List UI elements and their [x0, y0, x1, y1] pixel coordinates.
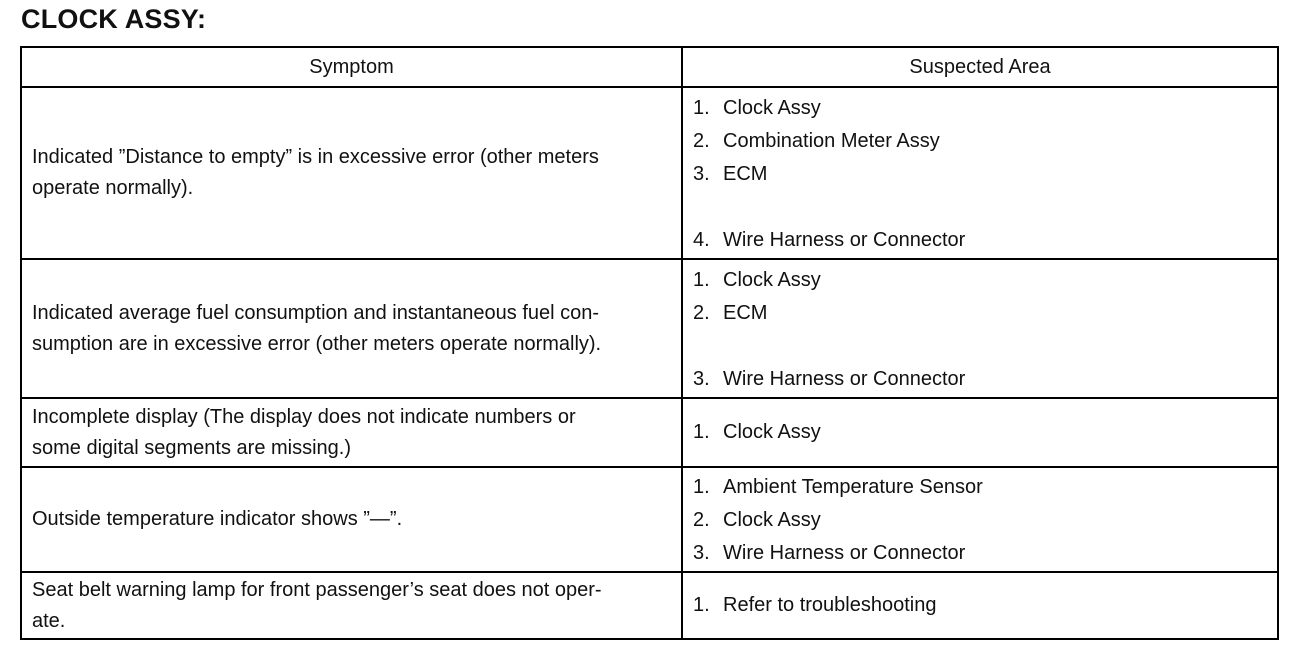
area-item: 1. Clock Assy [693, 421, 821, 443]
suspected-area-header: Suspected Area [682, 47, 1278, 87]
area-item: 3. Wire Harness or Connector [693, 367, 966, 390]
area-item: 1. Clock Assy [693, 268, 821, 291]
area-item: 2. Clock Assy [693, 509, 821, 531]
area-item: 1. Refer to troubleshooting [693, 594, 937, 616]
area-item: 3. ECM [693, 162, 768, 185]
table-row [21, 467, 1278, 572]
symptom-line: some digital segments are missing.) [32, 436, 352, 459]
suspected-area-cell [682, 398, 1278, 467]
page-title: CLOCK ASSY: [21, 4, 207, 34]
symptom-cell [21, 87, 682, 259]
suspected-area-cell [682, 572, 1278, 639]
area-item: 2. ECM [693, 301, 768, 324]
suspected-area-cell [682, 87, 1278, 259]
table-header-row [21, 47, 1278, 87]
table-row [21, 259, 1278, 398]
symptom-table [20, 46, 1279, 640]
symptom-line: ate. [32, 609, 66, 632]
symptom-line: Incomplete display (The display does not indicate numbers or [32, 405, 576, 428]
symptom-header: Symptom [21, 47, 682, 87]
table-row [21, 87, 1278, 259]
area-item: 2. Combination Meter Assy [693, 129, 940, 152]
symptom-line: Seat belt warning lamp for front passenger’s seat does not oper- [32, 578, 602, 601]
area-item: 4. Wire Harness or Connector [693, 228, 966, 251]
symptom-cell [21, 398, 682, 467]
area-item: 1. Ambient Temperature Sensor [693, 476, 983, 498]
symptom-line: Indicated average fuel consumption and instantaneous fuel con- [32, 301, 600, 324]
suspected-area-cell [682, 259, 1278, 398]
symptom-line: sumption are in excessive error (other meters operate normally). [32, 332, 602, 355]
symptom-cell [21, 259, 682, 398]
symptom-line: Outside temperature indicator shows ”—”. [32, 508, 403, 530]
symptom-cell [21, 467, 682, 572]
symptom-line: operate normally). [32, 177, 194, 199]
area-item: 1. Clock Assy [693, 96, 821, 119]
symptom-line: Indicated ”Distance to empty” is in excessive error (other meters [32, 146, 599, 168]
area-item: 3. Wire Harness or Connector [693, 542, 966, 564]
suspected-area-cell [682, 467, 1278, 572]
table-row [21, 572, 1278, 639]
symptom-cell [21, 572, 682, 639]
table-row [21, 398, 1278, 467]
